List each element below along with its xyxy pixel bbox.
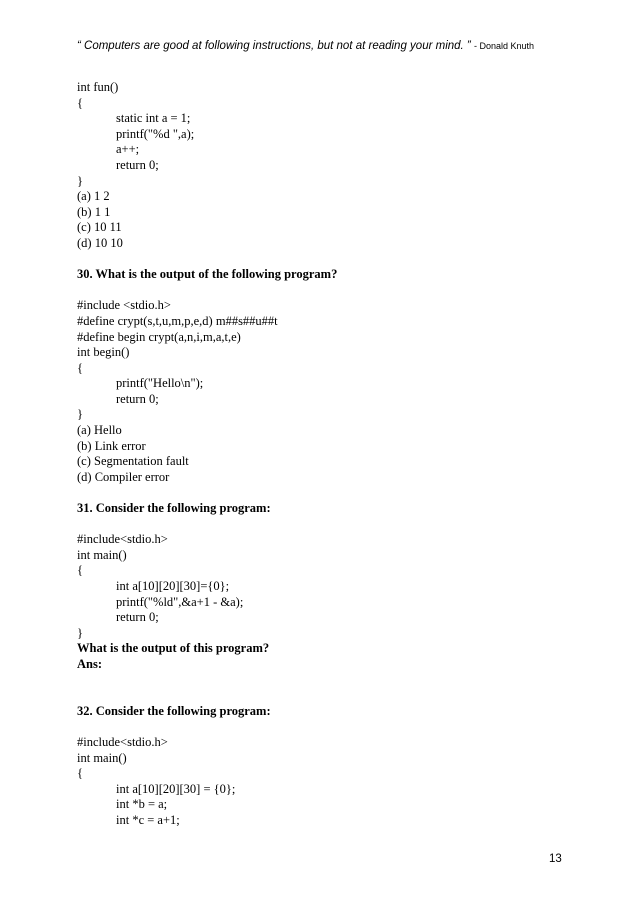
code-line: printf("%d ",a); bbox=[116, 126, 195, 141]
header-author: - Donald Knuth bbox=[473, 41, 535, 51]
code-line: int fun() bbox=[77, 80, 119, 94]
code-line: { bbox=[77, 563, 83, 578]
code-line: static int a = 1; bbox=[116, 111, 191, 126]
code-line: { bbox=[77, 766, 83, 781]
code-line: int begin() bbox=[77, 345, 130, 360]
code-line: #define crypt(s,t,u,m,p,e,d) m##s##u##t bbox=[77, 313, 278, 328]
code-line: printf("%ld",&a+1 - &a); bbox=[116, 594, 244, 609]
code-line: return 0; bbox=[116, 391, 159, 406]
code-line: int main() bbox=[77, 547, 127, 562]
code-line: return 0; bbox=[116, 157, 159, 172]
code-line: int main() bbox=[77, 750, 127, 765]
code-line: { bbox=[77, 95, 83, 110]
answer-option: (a) 1 2 bbox=[77, 189, 110, 204]
answer-option: (a) Hello bbox=[77, 423, 122, 438]
answer-option: (b) Link error bbox=[77, 438, 146, 453]
code-line: int *c = a+1; bbox=[116, 812, 180, 827]
code-line: #define begin crypt(a,n,i,m,a,t,e) bbox=[77, 329, 241, 344]
code-line: } bbox=[77, 173, 83, 188]
code-line: int a[10][20][30]={0}; bbox=[116, 579, 230, 593]
question-31-title: 31. Consider the following program: bbox=[77, 501, 271, 516]
answer-option: (b) 1 1 bbox=[77, 204, 111, 219]
answer-option: (d) 10 10 bbox=[77, 235, 123, 250]
question-32-title: 32. Consider the following program: bbox=[77, 703, 271, 718]
page-content bbox=[77, 80, 597, 829]
code-line: #include<stdio.h> bbox=[77, 734, 168, 749]
page-number: 13 bbox=[549, 853, 562, 865]
code-line: } bbox=[77, 407, 83, 422]
code-line: { bbox=[77, 360, 83, 375]
header-quote: “ Computers are good at following instructions, but not at reading your mind. ” bbox=[77, 40, 471, 52]
code-line: #include<stdio.h> bbox=[77, 532, 168, 547]
answer-option: (c) 10 11 bbox=[77, 220, 122, 235]
code-line: #include <stdio.h> bbox=[77, 298, 171, 313]
code-line: return 0; bbox=[116, 610, 159, 625]
code-line: } bbox=[77, 625, 83, 640]
code-line: printf("Hello\n"); bbox=[116, 376, 204, 391]
code-line: int *b = a; bbox=[116, 797, 168, 812]
answer-option: (c) Segmentation fault bbox=[77, 454, 189, 469]
question-31-prompt: What is the output of this program? bbox=[77, 641, 270, 656]
code-line: a++; bbox=[116, 142, 140, 157]
page-header bbox=[77, 40, 618, 52]
answer-option: (d) Compiler error bbox=[77, 469, 170, 484]
answer-label: Ans: bbox=[77, 656, 103, 671]
code-line: int a[10][20][30] = {0}; bbox=[116, 781, 236, 796]
question-30-title: 30. What is the output of the following program? bbox=[77, 267, 338, 282]
